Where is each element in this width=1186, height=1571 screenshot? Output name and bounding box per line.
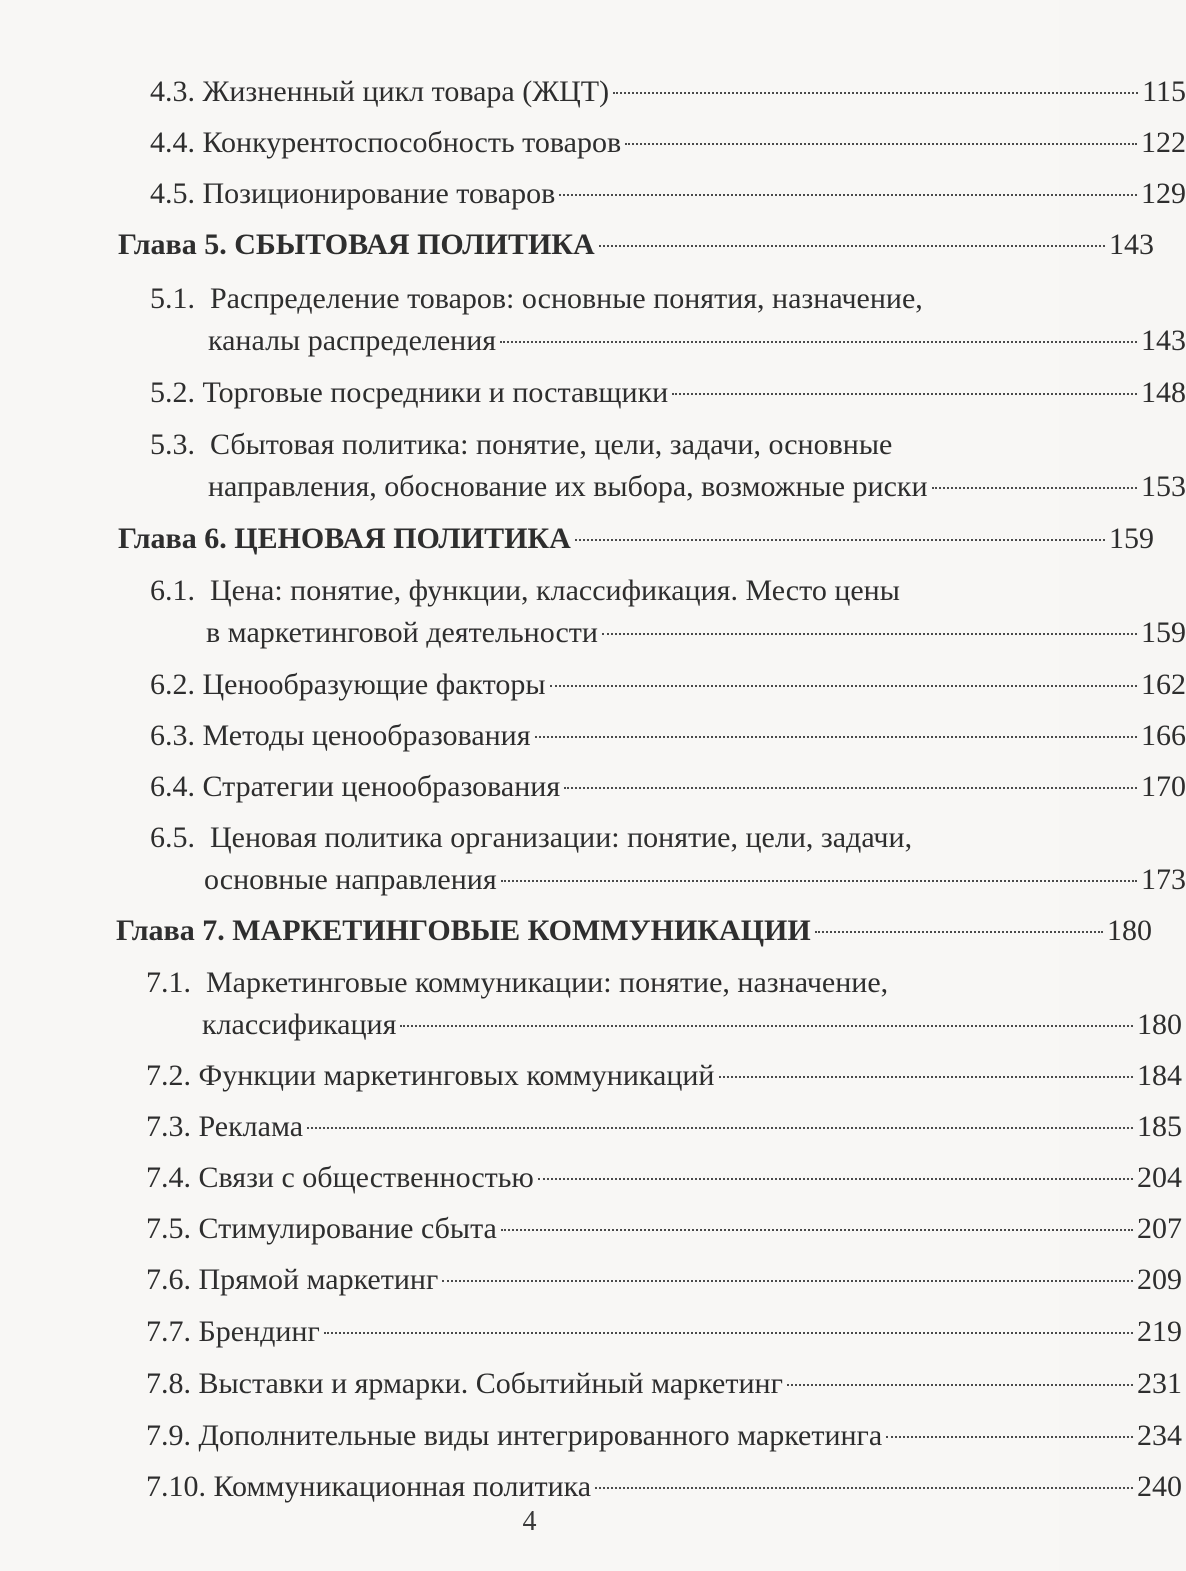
toc-row <box>146 1005 1182 1045</box>
toc-row <box>118 519 1154 559</box>
section-title: Ценообразующие факторы <box>202 668 546 701</box>
toc-entry-7-2 <box>0 1056 1182 1096</box>
dot-leader <box>575 539 1105 541</box>
toc-row <box>146 1467 1182 1507</box>
dot-leader <box>719 1076 1134 1078</box>
section-number: 7.6. <box>146 1263 191 1296</box>
toc-chapter-5 <box>0 225 1154 265</box>
section-title: Дополнительные виды интегрированного маркетинга <box>198 1419 883 1452</box>
toc-row <box>146 1364 1182 1404</box>
toc-entry-7-3 <box>0 1107 1182 1147</box>
section-title: Прямой маркетинг <box>198 1263 439 1296</box>
dot-leader <box>886 1436 1133 1438</box>
toc-entry-4-4 <box>0 123 1186 163</box>
toc-row <box>150 72 1186 112</box>
toc-row <box>150 716 1186 756</box>
toc-row <box>118 225 1154 265</box>
dot-leader <box>538 1178 1133 1180</box>
dot-leader <box>564 787 1137 789</box>
section-title: Позиционирование товаров <box>202 177 556 210</box>
toc-entry-5-2 <box>0 373 1186 413</box>
section-title-line1: Распределение товаров: основные понятия, назначение, <box>210 282 923 315</box>
toc-entry-7-9 <box>0 1416 1182 1456</box>
toc-row <box>150 467 1186 507</box>
section-title: классификация <box>202 1008 397 1041</box>
section-title: направления, обоснование их выбора, возможные риски <box>208 470 928 503</box>
section-title: Функции маркетинговых коммуникаций <box>198 1059 715 1092</box>
toc-entry-4-5 <box>0 174 1186 214</box>
section-title: основные направления <box>204 863 497 896</box>
section-number: 4.3. <box>150 75 195 108</box>
page-number: 122 <box>1141 126 1186 159</box>
section-title: Методы ценообразования <box>202 719 531 752</box>
dot-leader <box>535 736 1137 738</box>
toc-entry-5-1 <box>0 279 1186 361</box>
toc-row <box>150 321 1186 361</box>
toc-entry-7-6 <box>0 1260 1182 1300</box>
page-number: 173 <box>1141 863 1186 896</box>
section-number: 5.1. <box>150 282 195 315</box>
toc-row <box>146 1056 1182 1096</box>
section-title: Стратегии ценообразования <box>202 770 561 803</box>
section-number: 7.9. <box>146 1419 191 1452</box>
toc-row <box>116 911 1152 951</box>
dot-leader <box>599 245 1105 247</box>
page-number: 162 <box>1141 668 1186 701</box>
section-title-line1: Маркетинговые коммуникации: понятие, назначение, <box>206 966 889 999</box>
dot-leader <box>613 92 1138 94</box>
dot-leader <box>559 194 1137 196</box>
section-title: Коммуникационная политика <box>213 1470 592 1503</box>
section-number: 7.10. <box>146 1470 206 1503</box>
page-number: 209 <box>1137 1263 1182 1296</box>
toc-entry-4-3 <box>0 72 1186 112</box>
page-number: 159 <box>1109 522 1154 555</box>
section-number: 6.2. <box>150 668 195 701</box>
chapter-title: Глава 7. МАРКЕТИНГОВЫЕ КОММУНИКАЦИИ <box>116 914 811 947</box>
dot-leader <box>595 1487 1133 1489</box>
section-number: 7.2. <box>146 1059 191 1092</box>
page-number: 148 <box>1141 376 1186 409</box>
toc-row <box>150 174 1186 214</box>
section-number: 4.5. <box>150 177 195 210</box>
section-title-line1: Цена: понятие, функции, классификация. Место цены <box>210 574 900 607</box>
section-number: 7.3. <box>146 1110 191 1143</box>
toc-chapter-7 <box>0 911 1152 951</box>
section-number: 5.2. <box>150 376 195 409</box>
chapter-title: Глава 6. ЦЕНОВАЯ ПОЛИТИКА <box>118 522 571 555</box>
toc-entry-7-10 <box>0 1467 1182 1507</box>
toc-row <box>146 1158 1182 1198</box>
dot-leader <box>625 143 1137 145</box>
toc-entry-7-7 <box>0 1312 1182 1352</box>
page-number: 180 <box>1107 914 1152 947</box>
toc-entry-6-1 <box>0 571 1186 653</box>
toc-entry-7-4 <box>0 1158 1182 1198</box>
section-number: 6.5. <box>150 821 195 854</box>
toc-row <box>150 613 1186 653</box>
page-number: 204 <box>1137 1161 1182 1194</box>
section-number: 6.4. <box>150 770 195 803</box>
dot-leader <box>400 1025 1133 1027</box>
dot-leader <box>442 1280 1133 1282</box>
page-number: 159 <box>1141 616 1186 649</box>
section-number: 6.3. <box>150 719 195 752</box>
toc-row <box>150 665 1186 705</box>
page-number: 170 <box>1141 770 1186 803</box>
dot-leader <box>307 1127 1133 1129</box>
toc-row <box>150 860 1186 900</box>
page-number: 143 <box>1141 324 1186 357</box>
page-number: 153 <box>1141 470 1186 503</box>
section-title-line1: Ценовая политика организации: понятие, цели, задачи, <box>210 821 913 854</box>
toc-first-line <box>150 818 1059 858</box>
section-number: 7.5. <box>146 1212 191 1245</box>
page-number: 207 <box>1137 1212 1182 1245</box>
section-title: Брендинг <box>198 1315 320 1348</box>
page-number: 180 <box>1137 1008 1182 1041</box>
section-number: 4.4. <box>150 126 195 159</box>
dot-leader <box>672 393 1137 395</box>
dot-leader <box>500 341 1137 343</box>
section-title: Жизненный цикл товара (ЖЦТ) <box>202 75 610 108</box>
toc-entry-6-3 <box>0 716 1186 756</box>
toc-entry-6-2 <box>0 665 1186 705</box>
section-title: Торговые посредники и поставщики <box>202 376 669 409</box>
section-title: Реклама <box>198 1110 304 1143</box>
toc-row <box>146 1260 1182 1300</box>
toc-row <box>150 373 1186 413</box>
page-number: 185 <box>1137 1110 1182 1143</box>
dot-leader <box>815 931 1103 933</box>
page-number: 231 <box>1137 1367 1182 1400</box>
section-title: Связи с общественностью <box>198 1161 534 1194</box>
dot-leader <box>501 880 1137 882</box>
section-number: 6.1. <box>150 574 195 607</box>
toc-row <box>146 1107 1182 1147</box>
toc-row <box>146 1209 1182 1249</box>
section-title: Стимулирование сбыта <box>198 1212 497 1245</box>
toc-row <box>150 767 1186 807</box>
toc-entry-7-5 <box>0 1209 1182 1249</box>
toc-chapter-6 <box>0 519 1154 559</box>
dot-leader <box>324 1332 1133 1334</box>
toc-entry-6-5 <box>0 818 1186 900</box>
dot-leader <box>787 1384 1133 1386</box>
page-number: 129 <box>1141 177 1186 210</box>
toc-row <box>146 1416 1182 1456</box>
toc-first-line <box>150 425 1059 465</box>
section-number: 7.1. <box>146 966 191 999</box>
section-number: 5.3. <box>150 428 195 461</box>
toc-first-line <box>150 279 1059 319</box>
page-number: 234 <box>1137 1419 1182 1452</box>
toc-row <box>146 1312 1182 1352</box>
page-number: 143 <box>1109 228 1154 261</box>
section-title-line1: Сбытовая политика: понятие, цели, задачи, основные <box>210 428 893 461</box>
chapter-title: Глава 5. СБЫТОВАЯ ПОЛИТИКА <box>118 228 595 261</box>
dot-leader <box>501 1229 1133 1231</box>
section-title: Выставки и ярмарки. Событийный маркетинг <box>198 1367 783 1400</box>
dot-leader <box>602 633 1137 635</box>
footer-page-number: 4 <box>522 1506 537 1537</box>
dot-leader <box>932 487 1137 489</box>
page-number: 219 <box>1137 1315 1182 1348</box>
section-number: 7.7. <box>146 1315 191 1348</box>
dot-leader <box>550 685 1137 687</box>
section-title: каналы распределения <box>208 324 497 357</box>
table-of-contents <box>0 64 1186 1507</box>
toc-entry-7-1 <box>0 963 1182 1045</box>
page-number: 184 <box>1137 1059 1182 1092</box>
section-number: 7.8. <box>146 1367 191 1400</box>
page-number: 166 <box>1141 719 1186 752</box>
toc-entry-5-3 <box>0 425 1186 507</box>
toc-row <box>150 123 1186 163</box>
section-title: Конкурентоспособность товаров <box>202 126 622 159</box>
toc-entry-6-4 <box>0 767 1186 807</box>
page-number: 115 <box>1142 75 1186 108</box>
section-number: 7.4. <box>146 1161 191 1194</box>
toc-first-line <box>150 571 1059 611</box>
section-title: в маркетинговой деятельности <box>206 616 598 649</box>
toc-first-line <box>146 963 1059 1003</box>
toc-entry-7-8 <box>0 1364 1182 1404</box>
page-number: 240 <box>1137 1470 1182 1503</box>
